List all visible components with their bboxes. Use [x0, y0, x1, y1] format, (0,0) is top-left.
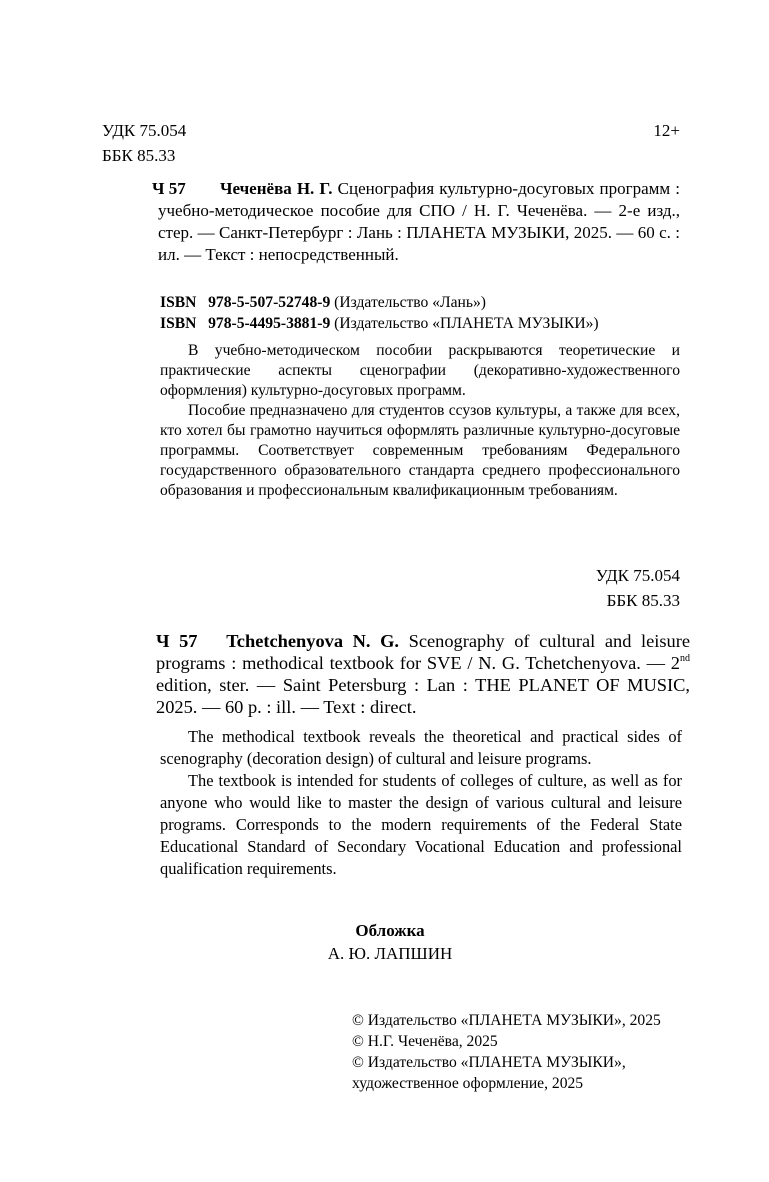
ru-bibliographic-entry: [152, 178, 680, 266]
copyright-line: © Н.Г. Чеченёва, 2025: [352, 1033, 498, 1050]
en-entry-superscript: nd: [680, 653, 690, 664]
en-bibliographic-entry: [156, 630, 690, 718]
en-entry-code: Ч 57: [156, 631, 198, 651]
bbk-code: ББК 85.33: [102, 146, 176, 165]
en-entry-text-1: Scenography of cultural and leisure programs : methodical textbook for SVE / N. G. Tchetchenyova. — 2: [156, 631, 690, 673]
ru-entry-text: Сценография культурно-досуговых программ : учебно-методическое пособие для СПО / Н. Г. Чеченёва. — 2-е изд., стер. — Санкт-Петербург : Лань : ПЛАНЕТА МУЗЫКИ, 2025. — 60 с. : ил. — Текст : непосредственный.: [158, 179, 680, 264]
en-entry-author: Tchetchenyova N. G.: [226, 631, 399, 651]
isbn-line-2: [160, 314, 690, 334]
ru-entry-code: Ч 57: [152, 179, 186, 198]
copyright-line: художественное оформление, 2025: [352, 1075, 584, 1092]
copyright-line: © Издательство «ПЛАНЕТА МУЗЫКИ», 2025: [352, 1012, 661, 1029]
en-bbk-code: ББК 85.33: [606, 591, 680, 610]
cover-heading: Обложка: [355, 921, 425, 940]
en-abstract-paragraph: The methodical textbook reveals the theoretical and practical sides of scenography (decoration design) of cultural and leisure programs.: [160, 727, 682, 768]
isbn-publisher: (Издательство «ПЛАНЕТА МУЗЫКИ»): [334, 315, 599, 332]
isbn-line-1: [160, 293, 690, 313]
isbn-number: 978-5-507-52748-9: [208, 294, 331, 311]
ru-abstract-paragraph: В учебно-методическом пособии раскрываются теоретические и практические аспекты сценографии (декоративно-художественного оформления) культурно-досуговых программ.: [160, 342, 680, 399]
copyright-line: © Издательство «ПЛАНЕТА МУЗЫКИ»,: [352, 1054, 626, 1071]
ru-abstract-paragraph: Пособие предназначено для студентов ссузов культуры, а также для всех, кто хотел бы грамотно научиться оформлять различные культурно-досуговые программы. Соответствует современным требованиям Федерального государственного образовательного стандарта среднего профессионального образования и профессиональным квалификационным требованиям.: [160, 402, 680, 499]
isbn-publisher: (Издательство «Лань»): [334, 294, 486, 311]
ru-entry-author: Чеченёва Н. Г.: [220, 179, 333, 198]
en-abstract-paragraph: The textbook is intended for students of colleges of culture, as well as for anyone who would like to master the design of various cultural and leisure programs. Corresponds to the modern requirements of the Federal State Educational Standard of Secondary Vocational Education and professional qualification requirements.: [160, 771, 682, 878]
isbn-label: ISBN: [160, 294, 197, 311]
ru-abstract: [160, 341, 680, 501]
isbn-label: ISBN: [160, 315, 197, 332]
udk-code: УДК 75.054: [102, 121, 187, 140]
age-rating: 12+: [653, 121, 680, 140]
en-udk-code: УДК 75.054: [595, 566, 680, 585]
copyright-block: [352, 1010, 702, 1094]
cover-artist: А. Ю. ЛАПШИН: [327, 944, 453, 963]
isbn-number: 978-5-4495-3881-9: [208, 315, 331, 332]
en-entry-text-2: edition, ster. — Saint Petersburg : Lan : THE PLANET OF MUSIC, 2025. — 60 p. : ill. — Text : direct.: [156, 675, 690, 717]
en-abstract: [160, 726, 682, 880]
